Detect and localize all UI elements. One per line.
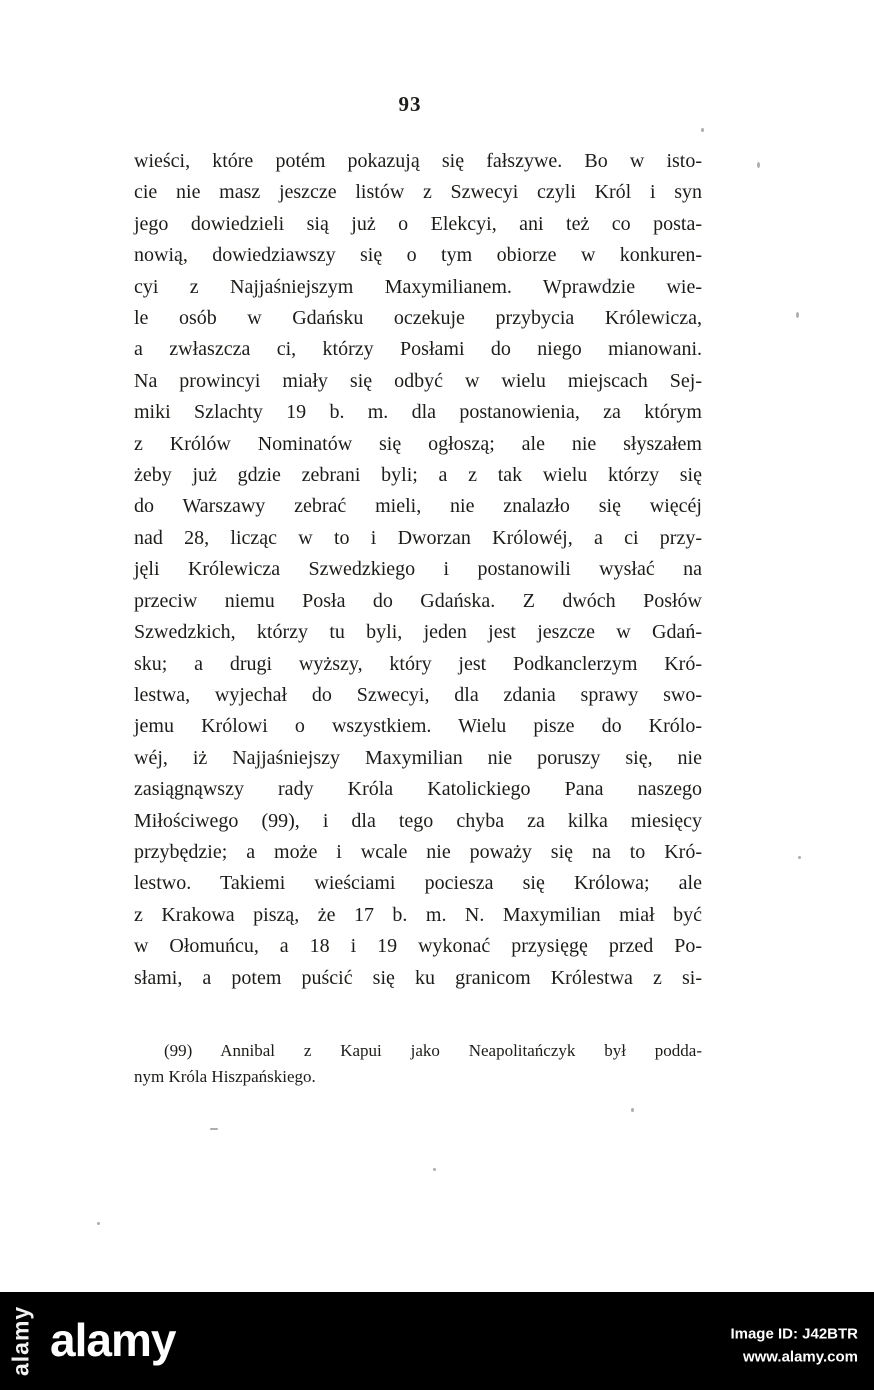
- text-line: nowią, dowiedziawszy się o tym obiorze w konkuren-: [134, 244, 702, 267]
- image-id-text: Image ID: J42BTR: [730, 1325, 858, 1343]
- scan-speck: [210, 1128, 218, 1130]
- text-line: lestwa, wyjechał do Szwecyi, dla zdania sprawy swo-: [134, 683, 702, 706]
- scan-speck: [798, 856, 801, 859]
- scan-speck: [701, 128, 704, 132]
- text-line: przybędzie; a może i wcale nie poważy się na to Kró-: [134, 840, 702, 863]
- text-line: zasiągnąwszy rady Króla Katolickiego Pana naszego: [134, 778, 702, 801]
- text-line: do Warszawy zebrać mieli, nie znalazło się więcéj: [134, 495, 702, 518]
- alamy-logo: alamy: [50, 1313, 176, 1366]
- text-line: nym Króla Hiszpańskiego.: [134, 1066, 316, 1086]
- text-line: Szwedzkich, którzy tu byli, jeden jest jeszcze w Gdań-: [134, 621, 702, 644]
- scan-speck: [796, 312, 799, 318]
- alamy-url-text: www.alamy.com: [742, 1348, 858, 1366]
- scan-speck: [433, 1168, 436, 1171]
- text-line: miki Szlachty 19 b. m. dla postanowienia, za którym: [134, 401, 702, 424]
- text-line: z Krakowa piszą, że 17 b. m. N. Maxymilian miał być: [134, 903, 702, 926]
- footnote: [134, 1038, 702, 1089]
- text-line: Miłościwego (99), i dla tego chyba za kilka miesięcy: [134, 809, 702, 832]
- watermark-info: [730, 1323, 858, 1369]
- body-text: [134, 146, 702, 994]
- text-line: jego dowiedzieli sią już o Elekcyi, ani też co posta-: [134, 212, 702, 235]
- text-line: słami, a potem puścić się ku granicom Królestwa z si-: [134, 966, 702, 989]
- text-line: (99) Annibal z Kapui jako Neapolitańczyk był podda-: [164, 1041, 702, 1060]
- text-line: wéj, iż Najjaśniejszy Maxymilian nie poruszy się, nie: [134, 746, 702, 769]
- text-line: żeby już gdzie zebrani byli; a z tak wielu którzy się: [134, 464, 702, 487]
- text-line: nad 28, licząc w to i Dworzan Królowéj, a ci przy-: [134, 526, 702, 549]
- text-line: jemu Królowi o wszystkiem. Wielu pisze do Królo-: [134, 715, 702, 738]
- text-line: lestwo. Takiemi wieściami pociesza się Królowa; ale: [134, 872, 702, 895]
- text-line: Na prowincyi miały się odbyć w wielu miejscach Sej-: [134, 369, 702, 392]
- text-line: le osób w Gdańsku oczekuje przybycia Królewicza,: [134, 307, 702, 330]
- scan-speck: [97, 1222, 100, 1225]
- text-line: cie nie masz jeszcze listów z Szwecyi czyli Król i syn: [134, 181, 702, 204]
- text-line: przeciw niemu Posła do Gdańska. Z dwóch Posłów: [134, 589, 702, 612]
- text-line: wieści, które potém pokazują się fałszywe. Bo w isto-: [134, 150, 702, 172]
- scan-speck: [631, 1108, 634, 1112]
- text-line: a zwłaszcza ci, którzy Posłami do niego mianowani.: [134, 338, 702, 361]
- alamy-watermark-bar: [0, 1292, 874, 1390]
- text-line: sku; a drugi wyższy, który jest Podkanclerzym Kró-: [134, 652, 702, 675]
- text-line: cyi z Najjaśniejszym Maxymilianem. Wprawdzie wie-: [134, 275, 702, 298]
- page-number: 93: [398, 92, 422, 116]
- text-line: w Ołomuńcu, a 18 i 19 wykonać przysięgę przed Po-: [134, 935, 702, 958]
- text-line: z Królów Nominatów się ogłoszą; ale nie słyszałem: [134, 432, 702, 455]
- text-line: jęli Królewicza Szwedzkiego i postanowili wysłać na: [134, 558, 702, 581]
- alamy-vertical-logo: alamy: [7, 1305, 34, 1377]
- scan-speck: [757, 162, 760, 168]
